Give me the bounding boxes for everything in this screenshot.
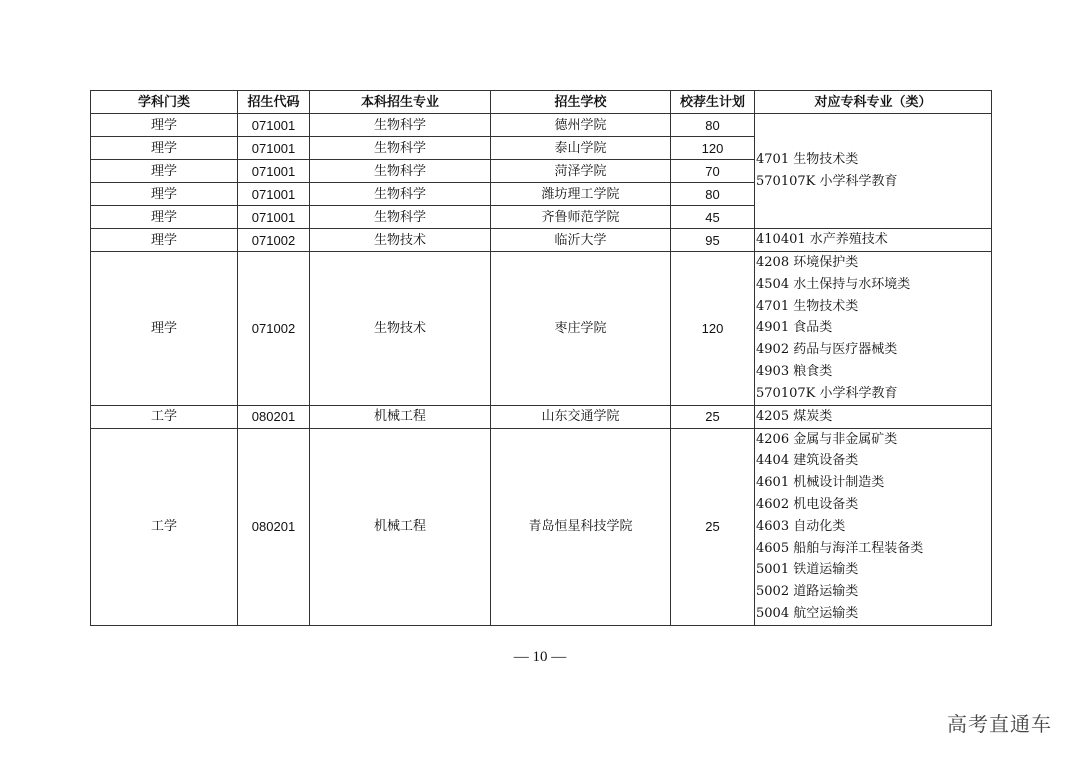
cell-category: 理学 <box>91 206 238 229</box>
cell-category: 工学 <box>91 405 238 428</box>
cell-vocational-majors <box>755 229 992 252</box>
cell-school: 齐鲁师范学院 <box>491 206 671 229</box>
header-vocational-majors: 对应专科专业（类） <box>755 91 992 114</box>
vocational-major: 5001 铁道运输类 <box>756 562 859 578</box>
cell-school: 青岛恒星科技学院 <box>491 428 671 625</box>
vocational-major: 4701 生物技术类 <box>756 152 859 168</box>
cell-school: 泰山学院 <box>491 137 671 160</box>
cell-major: 生物技术 <box>310 252 491 406</box>
vocational-major: 4903 粮食类 <box>756 363 833 379</box>
cell-plan: 45 <box>671 206 755 229</box>
vocational-major: 4601 机械设计制造类 <box>756 475 885 491</box>
cell-plan: 80 <box>671 183 755 206</box>
cell-code: 071001 <box>238 160 310 183</box>
cell-vocational-majors <box>755 428 992 625</box>
vocational-major: 4602 机电设备类 <box>756 496 859 512</box>
cell-category: 理学 <box>91 183 238 206</box>
cell-category: 理学 <box>91 137 238 160</box>
header-school: 招生学校 <box>491 91 671 114</box>
header-plan: 校荐生计划 <box>671 91 755 114</box>
cell-plan: 25 <box>671 428 755 625</box>
cell-category: 理学 <box>91 252 238 406</box>
cell-school: 德州学院 <box>491 114 671 137</box>
cell-category: 理学 <box>91 114 238 137</box>
table-row <box>91 252 992 406</box>
table-row <box>91 428 992 625</box>
cell-vocational-majors <box>755 252 992 406</box>
vocational-major: 5004 航空运输类 <box>756 605 859 621</box>
vocational-major: 4603 自动化类 <box>756 518 846 534</box>
header-code: 招生代码 <box>238 91 310 114</box>
vocational-major: 4208 环境保护类 <box>756 255 859 270</box>
vocational-major: 4206 金属与非金属矿类 <box>756 431 898 447</box>
cell-major: 机械工程 <box>310 405 491 428</box>
cell-code: 080201 <box>238 428 310 625</box>
cell-vocational-majors <box>755 405 992 428</box>
vocational-major: 4504 水土保持与水环境类 <box>756 276 911 292</box>
cell-plan: 25 <box>671 405 755 428</box>
cell-major: 生物科学 <box>310 206 491 229</box>
cell-school: 潍坊理工学院 <box>491 183 671 206</box>
vocational-major: 4404 建筑设备类 <box>756 453 859 469</box>
watermark-text: 高考直通车 <box>947 712 1052 736</box>
cell-plan: 70 <box>671 160 755 183</box>
cell-major: 生物科学 <box>310 137 491 160</box>
cell-code: 071001 <box>238 206 310 229</box>
table-header-row <box>91 91 992 114</box>
vocational-major: 5002 道路运输类 <box>756 584 859 600</box>
cell-plan: 120 <box>671 137 755 160</box>
cell-school: 临沂大学 <box>491 229 671 252</box>
cell-school: 菏泽学院 <box>491 160 671 183</box>
table-row <box>91 114 992 137</box>
vocational-major: 570107K 小学科学教育 <box>756 174 898 189</box>
vocational-major: 4605 船舶与海洋工程装备类 <box>756 540 924 556</box>
header-major: 本科招生专业 <box>310 91 491 114</box>
cell-major: 生物科学 <box>310 160 491 183</box>
cell-category: 工学 <box>91 428 238 625</box>
cell-major: 生物技术 <box>310 229 491 252</box>
vocational-major: 410401 水产养殖技术 <box>756 232 888 248</box>
cell-major: 机械工程 <box>310 428 491 625</box>
cell-school: 山东交通学院 <box>491 405 671 428</box>
vocational-major: 4701 生物技术类 <box>756 298 859 314</box>
admission-table <box>90 90 992 626</box>
cell-plan: 120 <box>671 252 755 406</box>
cell-plan: 95 <box>671 229 755 252</box>
cell-code: 071002 <box>238 229 310 252</box>
vocational-major: 4901 食品类 <box>756 320 833 336</box>
cell-code: 071001 <box>238 183 310 206</box>
cell-code: 080201 <box>238 405 310 428</box>
cell-vocational-majors <box>755 114 992 229</box>
page-number: — 10 — <box>513 649 567 665</box>
vocational-major: 570107K 小学科学教育 <box>756 385 898 401</box>
cell-category: 理学 <box>91 229 238 252</box>
cell-code: 071001 <box>238 137 310 160</box>
table-row <box>91 229 992 252</box>
cell-code: 071001 <box>238 114 310 137</box>
header-category: 学科门类 <box>91 91 238 114</box>
cell-major: 生物科学 <box>310 183 491 206</box>
table-row <box>91 405 992 428</box>
vocational-major: 4902 药品与医疗器械类 <box>756 342 898 358</box>
vocational-major: 4205 煤炭类 <box>756 408 833 424</box>
cell-code: 071002 <box>238 252 310 406</box>
cell-plan: 80 <box>671 114 755 137</box>
cell-category: 理学 <box>91 160 238 183</box>
cell-major: 生物科学 <box>310 114 491 137</box>
cell-school: 枣庄学院 <box>491 252 671 406</box>
